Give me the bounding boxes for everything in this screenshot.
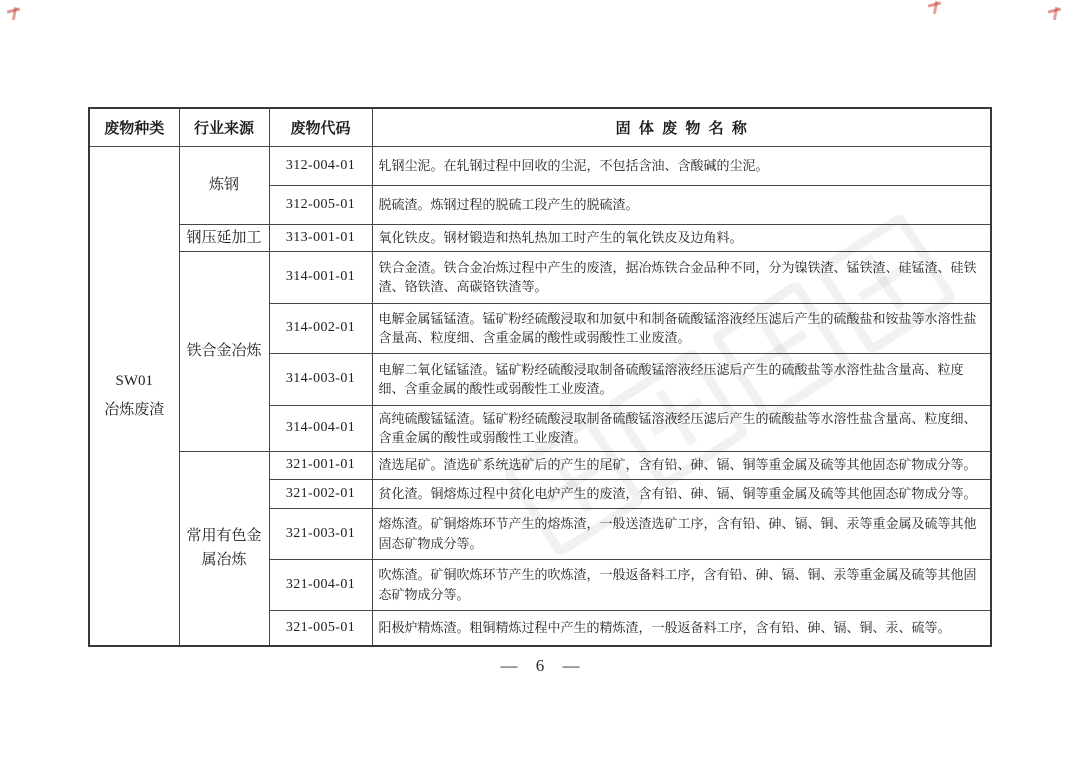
waste-name-cell: 氧化铁皮。钢材锻造和热轧热加工时产生的氧化铁皮及边角料。 bbox=[372, 224, 991, 251]
waste-name-cell: 轧钢尘泥。在轧钢过程中回收的尘泥，不包括含油、含酸碱的尘泥。 bbox=[372, 146, 991, 185]
waste-name-cell: 渣选尾矿。渣选矿系统选矿后的产生的尾矿，含有铅、砷、镉、铜等重金属及硫等其他固态矿物成分等。 bbox=[372, 451, 991, 479]
col-header-waste-name: 固体废物名称 bbox=[372, 108, 991, 146]
red-scan-mark-top-right-1 bbox=[926, 0, 946, 18]
waste-code-cell: 321-001-01 bbox=[269, 451, 372, 479]
waste-code-cell: 321-005-01 bbox=[269, 610, 372, 646]
industry-source-cell: 铁合金冶炼 bbox=[179, 251, 269, 451]
table-header-row bbox=[89, 108, 991, 146]
waste-code-cell: 312-005-01 bbox=[269, 185, 372, 224]
red-scan-mark-top-right-2 bbox=[1046, 6, 1066, 24]
waste-code-cell: 312-004-01 bbox=[269, 146, 372, 185]
col-header-industry-source: 行业来源 bbox=[179, 108, 269, 146]
waste-code-cell: 321-003-01 bbox=[269, 508, 372, 559]
waste-code-cell: 314-001-01 bbox=[269, 251, 372, 303]
waste-name-cell: 铁合金渣。铁合金冶炼过程中产生的废渣，据冶炼铁合金品种不同，分为镍铁渣、锰铁渣、硅锰渣、硅铁渣、铬铁渣、高碳铬铁渣等。 bbox=[372, 251, 991, 303]
red-scan-mark-top-left bbox=[5, 6, 25, 24]
waste-name-cell: 贫化渣。铜熔炼过程中贫化电炉产生的废渣，含有铅、砷、镉、铜等重金属及硫等其他固态矿物成分等。 bbox=[372, 479, 991, 508]
waste-code-cell: 321-004-01 bbox=[269, 559, 372, 610]
col-header-waste-code: 废物代码 bbox=[269, 108, 372, 146]
table-row bbox=[89, 224, 991, 251]
col-header-waste-category: 废物种类 bbox=[89, 108, 179, 146]
waste-name-cell: 阳极炉精炼渣。粗铜精炼过程中产生的精炼渣，一般返备料工序，含有铅、砷、镉、铜、汞、硫等。 bbox=[372, 610, 991, 646]
waste-code-cell: 313-001-01 bbox=[269, 224, 372, 251]
page-number: — 6 — bbox=[500, 656, 580, 675]
table-row bbox=[89, 451, 991, 479]
waste-name-cell: 电解金属锰锰渣。锰矿粉经硫酸浸取和加氨中和制备硫酸锰溶液经压滤后产生的硫酸盐和铵盐等水溶性盐含量高、粒度细、含重金属的酸性或弱酸性工业废渣。 bbox=[372, 303, 991, 353]
solid-waste-table bbox=[88, 107, 992, 647]
waste-category-cell bbox=[89, 146, 179, 646]
waste-code-cell: 321-002-01 bbox=[269, 479, 372, 508]
table-row bbox=[89, 251, 991, 303]
industry-source-cell: 钢压延加工 bbox=[179, 224, 269, 251]
waste-name-cell: 电解二氧化锰锰渣。锰矿粉经硫酸浸取制备硫酸锰溶液经压滤后产生的硫酸盐等水溶性盐含量高、粒度细、含重金属的酸性或弱酸性工业废渣。 bbox=[372, 353, 991, 405]
waste-category-code: SW01 bbox=[115, 373, 153, 390]
waste-category-name: 冶炼废渣 bbox=[104, 401, 165, 418]
waste-code-cell: 314-003-01 bbox=[269, 353, 372, 405]
waste-name-cell: 高纯硫酸锰锰渣。锰矿粉经硫酸浸取制备硫酸锰溶液经压滤后产生的硫酸盐等水溶性盐含量高、粒度细、含重金属的酸性或弱酸性工业废渣。 bbox=[372, 405, 991, 451]
waste-name-cell: 脱硫渣。炼钢过程的脱硫工段产生的脱硫渣。 bbox=[372, 185, 991, 224]
waste-code-cell: 314-002-01 bbox=[269, 303, 372, 353]
industry-source-cell: 常用有色金属冶炼 bbox=[179, 451, 269, 646]
industry-source-cell: 炼钢 bbox=[179, 146, 269, 224]
waste-name-cell: 熔炼渣。矿铜熔炼环节产生的熔炼渣，一般送渣选矿工序，含有铅、砷、镉、铜、汞等重金属及硫等其他固态矿物成分等。 bbox=[372, 508, 991, 559]
waste-name-cell: 吹炼渣。矿铜吹炼环节产生的吹炼渣，一般返备料工序，含有铅、砷、镉、铜、汞等重金属及硫等其他固态矿物成分等。 bbox=[372, 559, 991, 610]
table-row bbox=[89, 146, 991, 185]
waste-code-cell: 314-004-01 bbox=[269, 405, 372, 451]
